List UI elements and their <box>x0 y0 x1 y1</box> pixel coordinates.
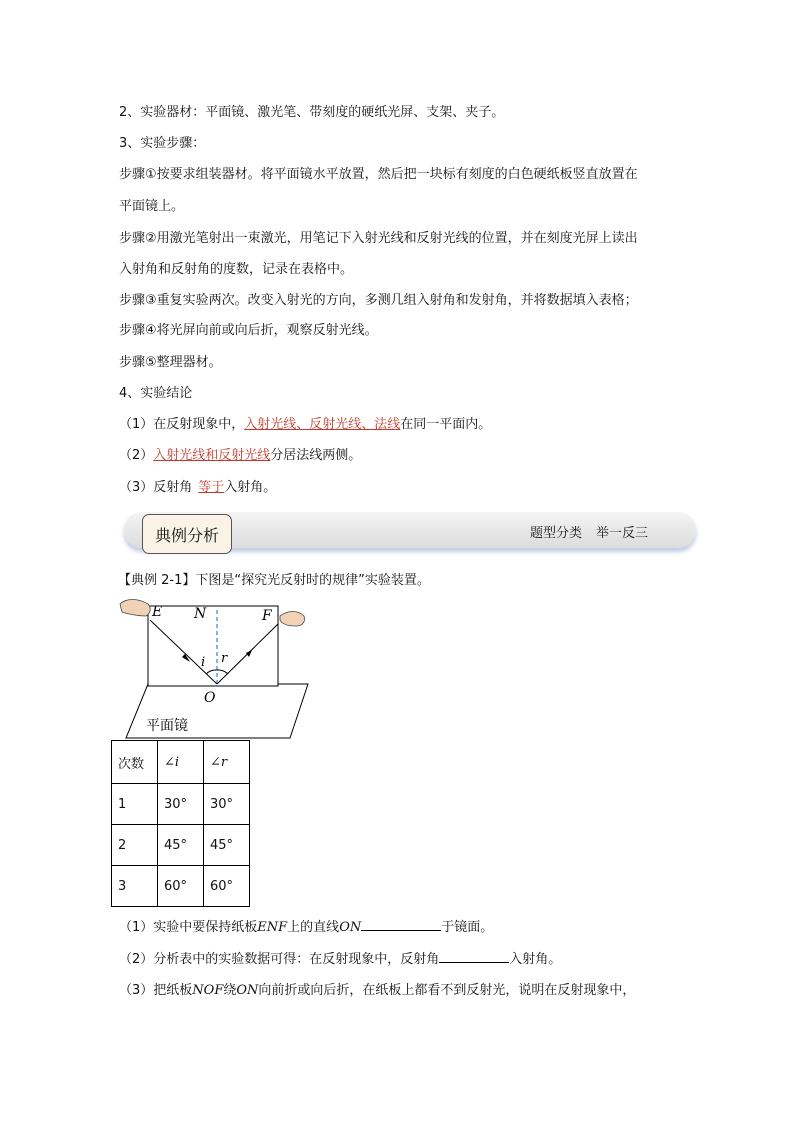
label-O: O <box>204 690 216 706</box>
conclusion-2-suffix: 分居法线两侧。 <box>270 448 362 463</box>
conclusion-2-answer: 入射光线和反射光线 <box>153 448 271 463</box>
step5-line: 步骤⑤整理器材。 <box>119 355 222 370</box>
conclusion-1-answer: 入射光线、反射光线、法线 <box>244 417 401 432</box>
q1-text-b: 上的直线 <box>287 920 340 935</box>
q2-answer-blank[interactable] <box>439 950 509 963</box>
table-row <box>112 784 250 825</box>
q3-text-c: 向前折或向后折，在纸板上都看不到反射光，说明在反射现象中， <box>258 983 636 998</box>
conclusion-3-answer: 等于 <box>198 480 225 495</box>
table-cell: 1 <box>112 784 158 825</box>
q1-on: ON <box>339 920 362 935</box>
table-cell: 30° <box>158 784 204 825</box>
q3-on: ON <box>236 983 259 998</box>
banner-title: 典例分析 <box>142 514 232 554</box>
table-cell: 30° <box>204 784 250 825</box>
conclusion-1 <box>119 416 491 434</box>
step1-line-b: 平面镜上。 <box>119 199 185 214</box>
table-cell: 45° <box>158 825 204 866</box>
table-header-cell: 次数 <box>112 741 158 784</box>
table-cell: 60° <box>158 866 204 907</box>
label-N: N <box>194 606 207 622</box>
banner-subtitle-1: 题型分类 <box>530 526 583 541</box>
example-heading <box>118 572 430 590</box>
q1-answer-blank[interactable] <box>361 918 441 931</box>
conclusion-1-prefix: （1）在反射现象中， <box>119 417 245 432</box>
step2-line-b: 入射角和反射角的度数，记录在表格中。 <box>119 262 354 277</box>
table-cell: 60° <box>204 866 250 907</box>
conclusion-3-prefix: （3）反射角 <box>119 480 193 495</box>
label-E: E <box>152 604 163 620</box>
q3-text-b: 绕 <box>223 983 237 998</box>
q3-nof: NOF <box>192 983 224 998</box>
equipment-line: 2、实验器材：平面镜、激光笔、带刻度的硬纸光屏、支架、夹子。 <box>119 105 505 120</box>
label-i: i <box>201 655 206 670</box>
data-table <box>111 740 250 907</box>
conclusion-2 <box>119 447 361 465</box>
example-text: 下图是“探究光反射时的规律”实验装置。 <box>195 573 430 588</box>
steps-title: 3、实验步骤： <box>119 136 206 151</box>
question-2 <box>119 950 561 969</box>
reflection-diagram <box>118 596 318 742</box>
label-F: F <box>262 608 272 624</box>
example-label: 【典例 2-1】 <box>118 573 196 588</box>
q1-enf: ENF <box>257 920 288 935</box>
step3-line: 步骤③重复实验两次。改变入射光的方向，多测几组入射角和发射角，并将数据填入表格； <box>119 293 638 308</box>
label-r: r <box>221 651 228 666</box>
conclusion-3-suffix: 入射角。 <box>224 480 277 495</box>
q2-text-a: （2）分析表中的实验数据可得：在反射现象中，反射角 <box>119 952 440 967</box>
table-row <box>112 866 250 907</box>
step2-line-a: 步骤②用激光笔射出一束激光，用笔记下入射光线和反射光线的位置，并在刻度光屏上读出 <box>119 231 638 246</box>
table-header-cell: ∠r <box>204 741 250 784</box>
table-cell: 2 <box>112 825 158 866</box>
banner-subtitle-2: 举一反三 <box>596 526 649 541</box>
table-cell: 45° <box>204 825 250 866</box>
step1-line-a: 步骤①按要求组装器材。将平面镜水平放置，然后把一块标有刻度的白色硬纸板竖直放置在 <box>119 167 638 182</box>
mirror-label: 平面镜 <box>146 718 188 734</box>
q2-text-b: 入射角。 <box>509 952 562 967</box>
right-hand <box>280 612 305 627</box>
paper-board <box>148 606 278 686</box>
table-row <box>112 825 250 866</box>
step4-line: 步骤④将光屏向前或向后折，观察反射光线。 <box>119 323 378 338</box>
question-1 <box>119 918 493 937</box>
q1-text-a: （1）实验中要保持纸板 <box>119 920 258 935</box>
conclusion-1-suffix: 在同一平面内。 <box>400 417 492 432</box>
banner-subtitle <box>530 522 648 541</box>
conclusion-2-prefix: （2） <box>119 448 154 463</box>
conclusion-title: 4、实验结论 <box>119 386 193 401</box>
conclusion-3 <box>119 479 276 497</box>
table-header-row <box>112 741 250 784</box>
table-header-cell: ∠i <box>158 741 204 784</box>
q3-text-a: （3）把纸板 <box>119 983 193 998</box>
question-3 <box>119 982 635 1000</box>
left-hand <box>120 600 150 617</box>
table-cell: 3 <box>112 866 158 907</box>
q1-text-c: 于镜面。 <box>441 920 494 935</box>
